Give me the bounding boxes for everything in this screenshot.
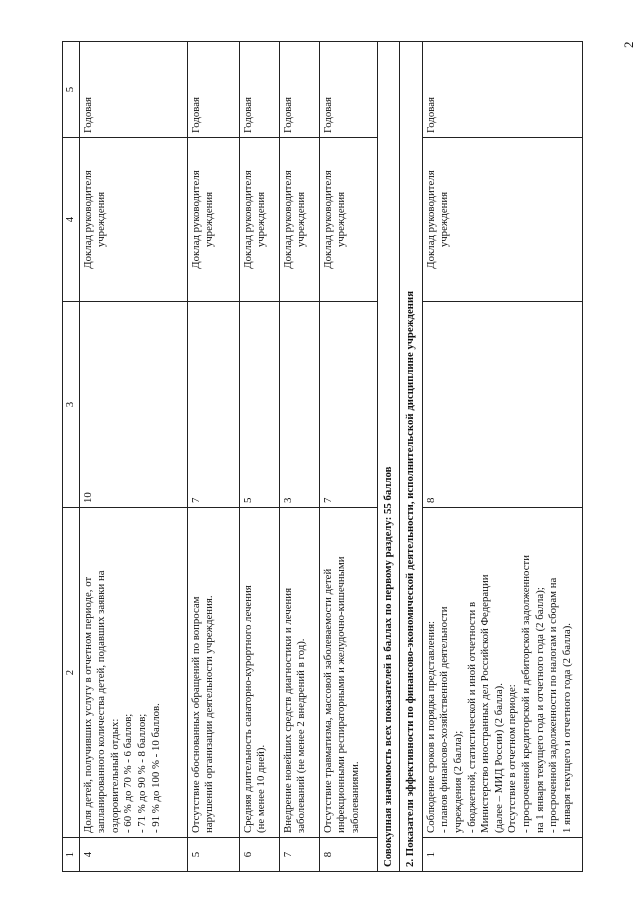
points-cell: 7 xyxy=(319,302,377,508)
source-cell xyxy=(422,138,582,302)
header-cell: 3 xyxy=(63,302,80,508)
period-cell: Годовая xyxy=(279,42,319,138)
indicator-cell xyxy=(187,508,239,838)
source-line: учреждения xyxy=(95,191,108,248)
indicator-line: заболеваниями. xyxy=(348,761,361,833)
indicator-cell xyxy=(319,508,377,838)
source-cell xyxy=(319,138,377,302)
indicator-line: 1 января текущего и отчетного года (2 балла). xyxy=(560,622,573,833)
summary-text: Совокупная значимость всех показателей в баллах по первому разделу: 55 баллов xyxy=(377,42,400,872)
indicator-line: учреждения (2 балла); xyxy=(451,730,464,833)
source-line: Доклад руководителя xyxy=(189,170,202,269)
period-cell: Годовая xyxy=(319,42,377,138)
points-cell: 10 xyxy=(79,302,187,508)
row-number-cell: 5 xyxy=(187,838,239,872)
indicator-line: Отсутствие обоснованных обращений по вопросам xyxy=(189,596,202,833)
indicator-line: оздоровительный отдых: xyxy=(108,718,121,833)
row-number-cell: 1 xyxy=(422,838,582,872)
source-line: учреждения xyxy=(438,191,451,248)
indicator-line: Соблюдение сроков и порядка представления: xyxy=(424,620,437,833)
points-cell: 8 xyxy=(422,302,582,508)
indicator-line: заболеваний (не менее 2 внедрений в год). xyxy=(295,638,308,833)
table-row xyxy=(422,42,582,872)
indicator-line: - 60 % до 70 % - 6 баллов; xyxy=(122,713,135,833)
row-number-cell: 8 xyxy=(319,838,377,872)
indicator-line: (не менее 10 дней). xyxy=(255,744,268,833)
indicator-line: - 71 % до 90 % - 8 баллов; xyxy=(135,713,148,833)
source-line: Доклад руководителя xyxy=(424,170,437,269)
source-line: учреждения xyxy=(203,191,216,248)
source-line: учреждения xyxy=(335,191,348,248)
indicator-line: на 1 января текущего года и отчетного года (2 балла); xyxy=(533,587,546,833)
page-number: 2 xyxy=(621,41,636,48)
section-title: 2. Показатели эффективности по финансово-экономической деятельности, исполнительской дисциплине учреждения xyxy=(400,42,423,872)
source-line: учреждения xyxy=(295,191,308,248)
section-title-row xyxy=(400,42,423,872)
table-row xyxy=(319,42,377,872)
source-cell xyxy=(187,138,239,302)
indicator-line: - планов финансово-хозяйственной деятельности xyxy=(438,606,451,833)
indicator-line: Доля детей, получивших услугу в отчетном периоде, от xyxy=(81,576,94,833)
indicator-line: (далее – МИД России) (2 балла). xyxy=(492,683,505,833)
indicator-line: Внедрение новейших средств диагностики и лечения xyxy=(281,587,294,833)
summary-row xyxy=(377,42,400,872)
indicator-line: Отсутствие в отчетном периоде: xyxy=(506,684,519,833)
source-line: Доклад руководителя xyxy=(281,170,294,269)
indicator-cell xyxy=(279,508,319,838)
indicator-line: Министерство иностранных дел Российской Федерации xyxy=(479,574,492,833)
indicator-line: - просроченной задолженности по налогам и сборам на xyxy=(547,577,560,833)
indicator-line: инфекционными респираторными и желудочно-кишечными xyxy=(335,556,348,833)
source-line: учреждения xyxy=(255,191,268,248)
table-row xyxy=(79,42,187,872)
source-cell xyxy=(79,138,187,302)
source-cell xyxy=(239,138,279,302)
indicator-cell xyxy=(239,508,279,838)
header-cell: 1 xyxy=(63,838,80,872)
table-row xyxy=(187,42,239,872)
points-cell: 3 xyxy=(279,302,319,508)
indicator-cell xyxy=(422,508,582,838)
indicators-table xyxy=(62,41,583,872)
points-cell: 7 xyxy=(187,302,239,508)
header-cell: 2 xyxy=(63,508,80,838)
period-cell: Годовая xyxy=(239,42,279,138)
indicator-cell xyxy=(79,508,187,838)
indicator-line: Средняя длительность санаторно-курортного лечения xyxy=(241,585,254,833)
table-row xyxy=(279,42,319,872)
source-line: Доклад руководителя xyxy=(321,170,334,269)
header-cell: 4 xyxy=(63,138,80,302)
table-row xyxy=(239,42,279,872)
indicator-line: - просроченной кредиторской и дебиторской задолженности xyxy=(519,555,532,833)
indicator-line: - бюджетной, статистической и иной отчетности в xyxy=(465,601,478,833)
indicator-line: запланированного количества детей, подавших заявки на xyxy=(95,570,108,833)
source-cell xyxy=(279,138,319,302)
indicator-line: Отсутствие травматизма, массовой заболеваемости детей xyxy=(321,568,334,833)
column-number-row xyxy=(63,42,80,872)
row-number-cell: 4 xyxy=(79,838,187,872)
row-number-cell: 6 xyxy=(239,838,279,872)
period-cell: Годовая xyxy=(422,42,582,138)
source-line: Доклад руководителя xyxy=(241,170,254,269)
source-line: Доклад руководителя xyxy=(81,170,94,269)
period-cell: Годовая xyxy=(187,42,239,138)
rotated-page xyxy=(62,42,622,872)
period-cell: Годовая xyxy=(79,42,187,138)
header-cell: 5 xyxy=(63,42,80,138)
indicator-line: - 91 % до 100 % - 10 баллов. xyxy=(149,703,162,833)
indicator-line: нарушений организации деятельности учреждения. xyxy=(203,595,216,833)
row-number-cell: 7 xyxy=(279,838,319,872)
points-cell: 5 xyxy=(239,302,279,508)
